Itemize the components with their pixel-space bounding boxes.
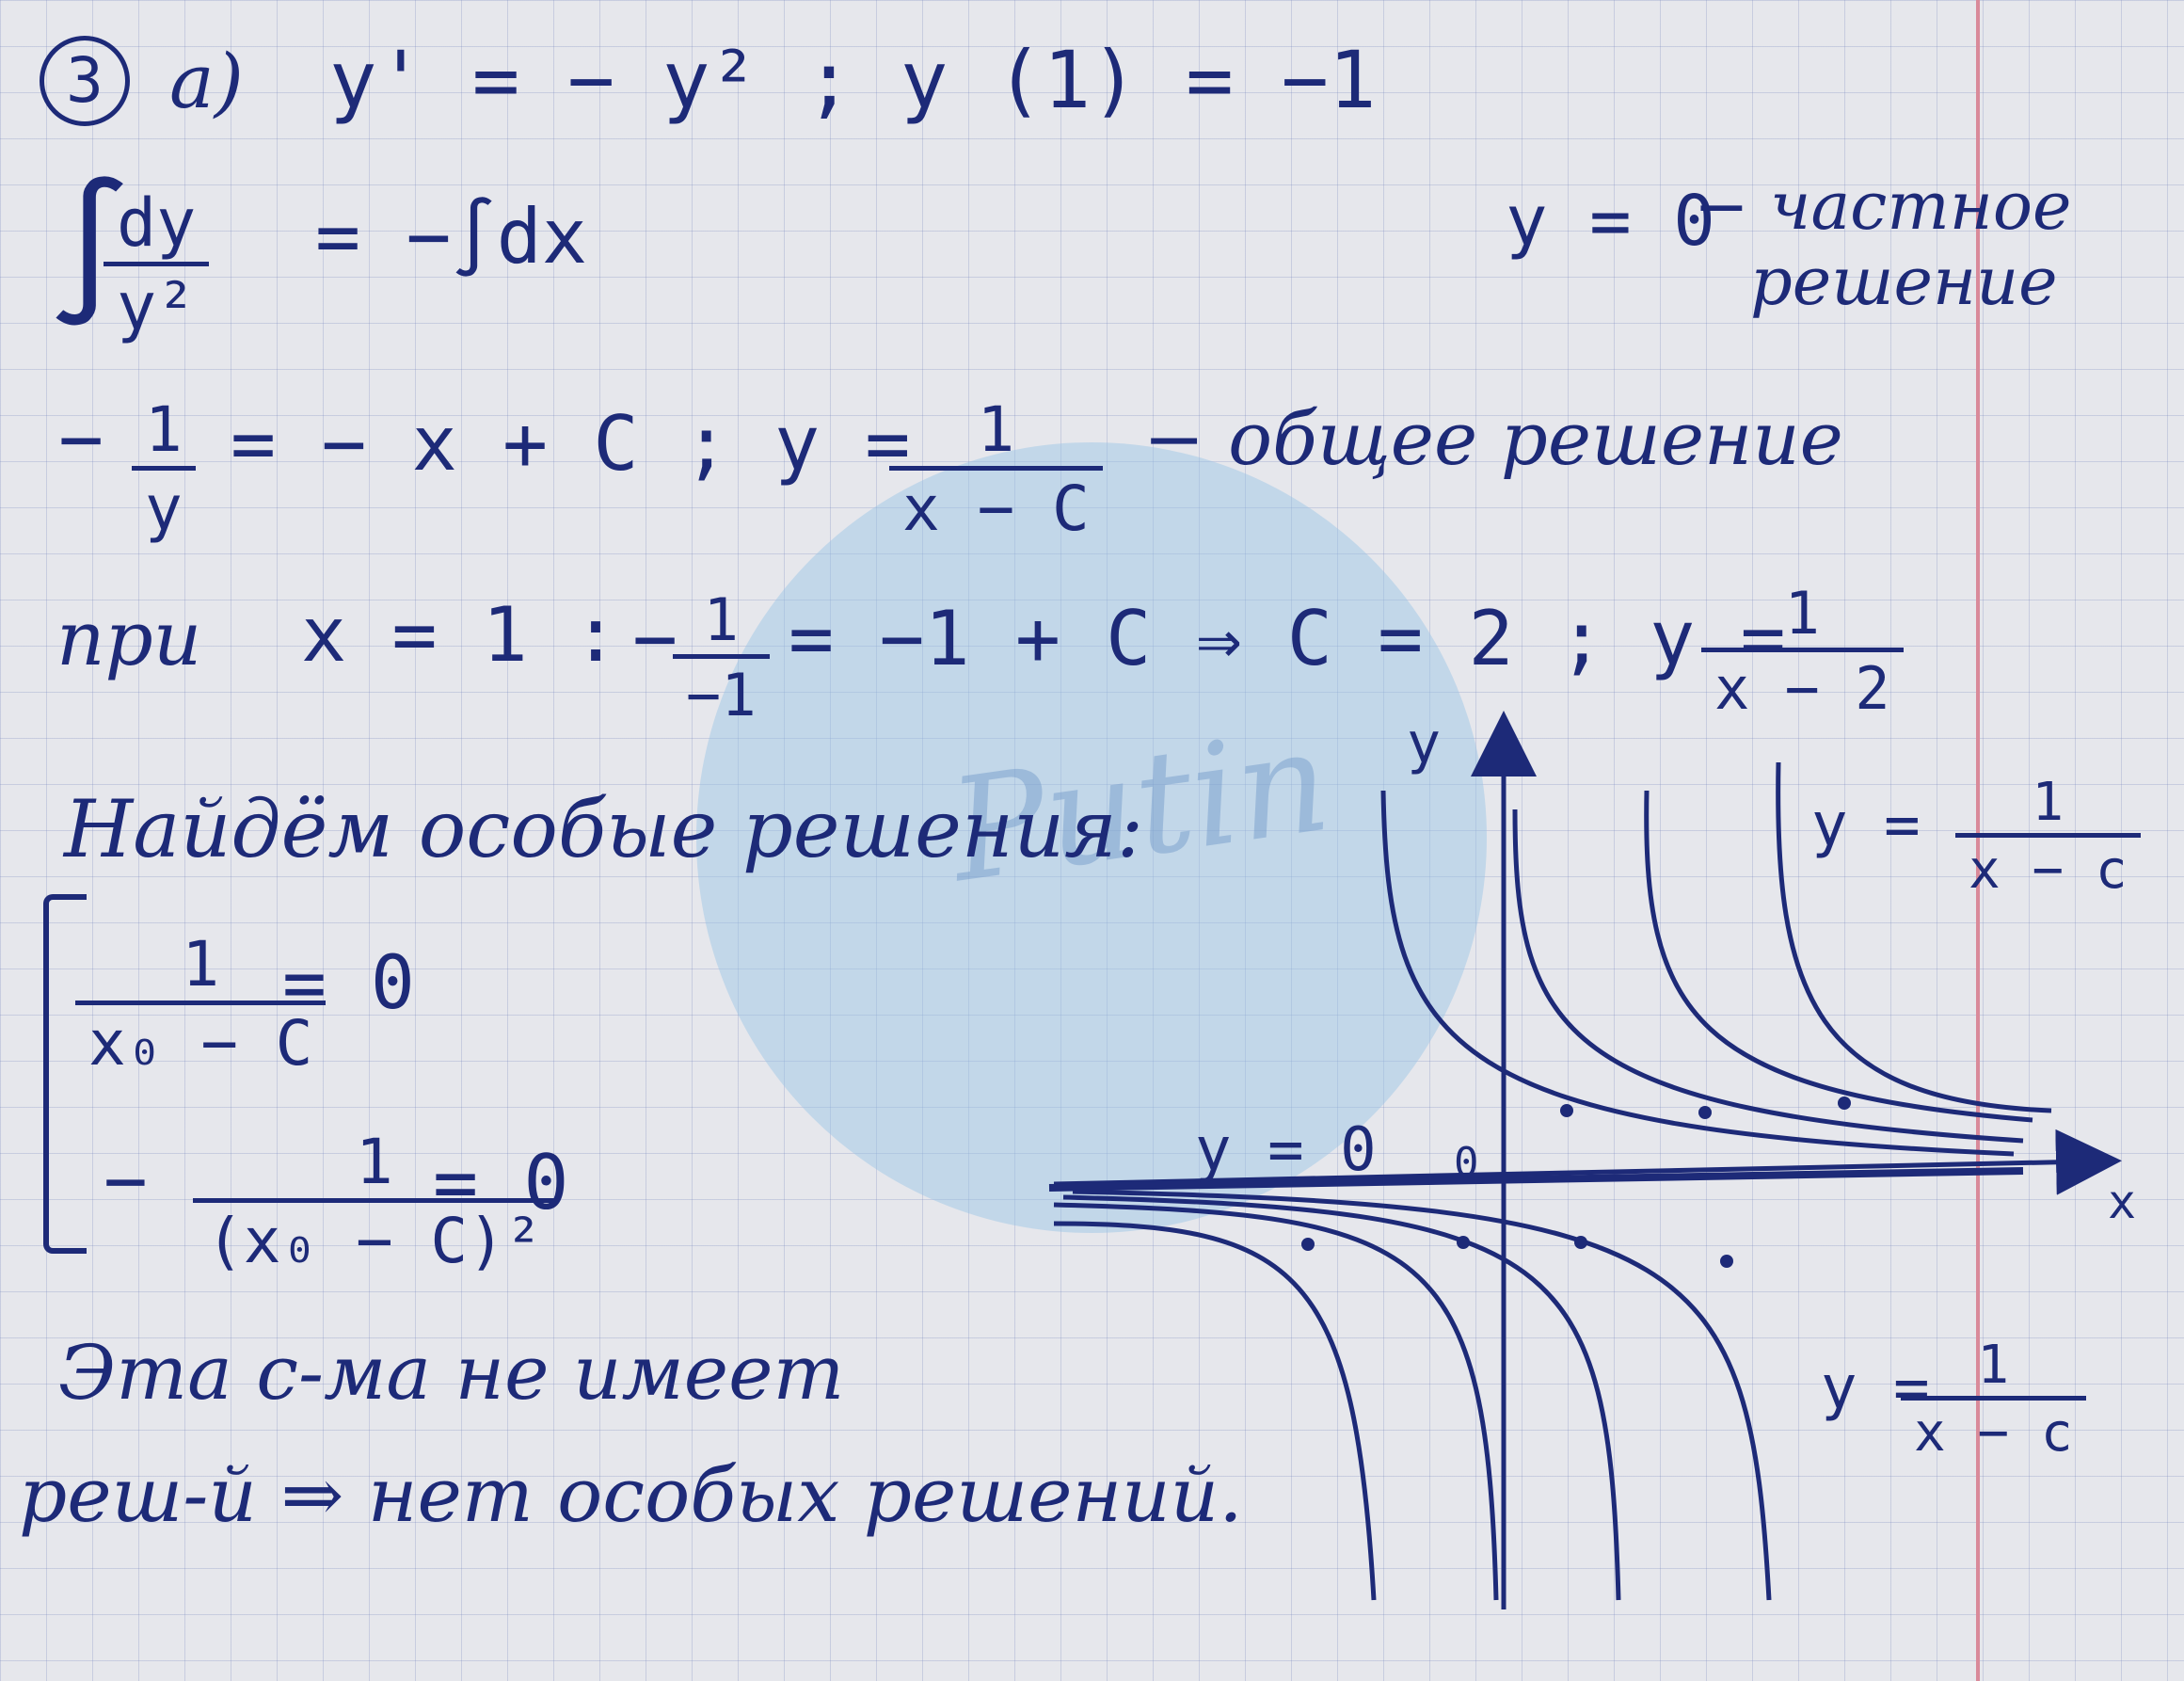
particular-condition: x = 1 : <box>301 591 619 679</box>
upper-curve-label-den: x − c <box>1955 833 2141 901</box>
curve-point <box>1560 1104 1573 1117</box>
separation-y2: y² <box>104 262 209 345</box>
system-eq2-num: 1 <box>355 1126 393 1198</box>
lower-branch-4 <box>1073 1192 1769 1600</box>
general-mid: = − x + C ; y = <box>231 400 911 488</box>
conclusion-line-1: Эта с-ма не имеет <box>58 1329 845 1417</box>
y-axis-label: y <box>1407 711 1442 776</box>
general-solution-label: − общее решение <box>1143 397 1843 482</box>
particular-solution-den: x − 2 <box>1701 648 1904 723</box>
general-lhs-num: 1 <box>145 393 183 466</box>
particular-prefix: при <box>56 595 202 682</box>
curve-point <box>1838 1097 1851 1110</box>
particular-solution-num: 1 <box>1784 579 1820 648</box>
problem-equation: y' = − y² ; y (1) = −1 <box>329 34 1377 126</box>
particular-num: 1 <box>703 585 739 654</box>
lower-branch-2 <box>1054 1205 1496 1600</box>
lower-branch-3 <box>1063 1197 1618 1600</box>
upper-curve-label-fraction <box>1955 772 2141 901</box>
curve-point <box>1720 1255 1733 1268</box>
lower-curve-label-num: 1 <box>1977 1335 2010 1396</box>
particular-mid: = −1 + C ⇒ C = 2 ; y = <box>789 595 1786 682</box>
upper-branch-2 <box>1515 809 2023 1141</box>
y-zero-label: y = 0 <box>1195 1115 1377 1185</box>
system-eq1-den: x₀ − C <box>75 1001 326 1080</box>
watermark-text: Putin <box>940 698 1339 915</box>
origin-label: 0 <box>1454 1139 1479 1187</box>
trivial-solution-label-1: − частное <box>1694 168 2072 245</box>
particular-minus: − <box>632 595 678 682</box>
general-lhs-den: y <box>132 466 196 545</box>
curve-point <box>1457 1236 1470 1249</box>
lower-curve-label-den: x − c <box>1901 1396 2086 1464</box>
curve-point <box>1574 1236 1587 1249</box>
lower-curve-label-prefix: y = <box>1821 1353 1930 1423</box>
upper-curve-label-prefix: y = <box>1811 791 1921 860</box>
separation-dy: dy <box>117 184 197 262</box>
system-eq2-rhs: = 0 <box>433 1139 569 1226</box>
separation-rhs: = −∫dx <box>315 193 587 280</box>
system-eq1-rhs: = 0 <box>282 941 415 1026</box>
curve-point <box>1301 1238 1315 1251</box>
problem-part: а) <box>169 38 244 125</box>
lower-branch-1 <box>1054 1224 1374 1600</box>
system-eq2-den: (x₀ − C)² <box>193 1198 556 1277</box>
general-lhs-minus: − <box>58 395 104 483</box>
lower-curve-label-fraction <box>1901 1335 2086 1464</box>
system-eq2-minus: − <box>104 1139 148 1224</box>
particular-den: −1 <box>673 654 770 729</box>
general-solution-den: x − C <box>889 466 1103 545</box>
problem-number: 3 <box>66 44 104 117</box>
upper-curve-label-num: 1 <box>2032 772 2064 833</box>
trivial-solution-label-2: решение <box>1750 243 2058 320</box>
system-eq1-num: 1 <box>182 928 220 1001</box>
singular-heading: Найдём особые решения: <box>64 783 1144 875</box>
general-solution-num: 1 <box>977 393 1015 466</box>
conclusion-line-2: реш-й ⇒ нет особых решений. <box>19 1451 1243 1539</box>
x-axis-label: x <box>2108 1175 2137 1229</box>
integral-sign: ∫ <box>47 169 133 333</box>
curve-point <box>1698 1106 1712 1119</box>
trivial-solution-expr: y = 0 <box>1506 181 1715 262</box>
